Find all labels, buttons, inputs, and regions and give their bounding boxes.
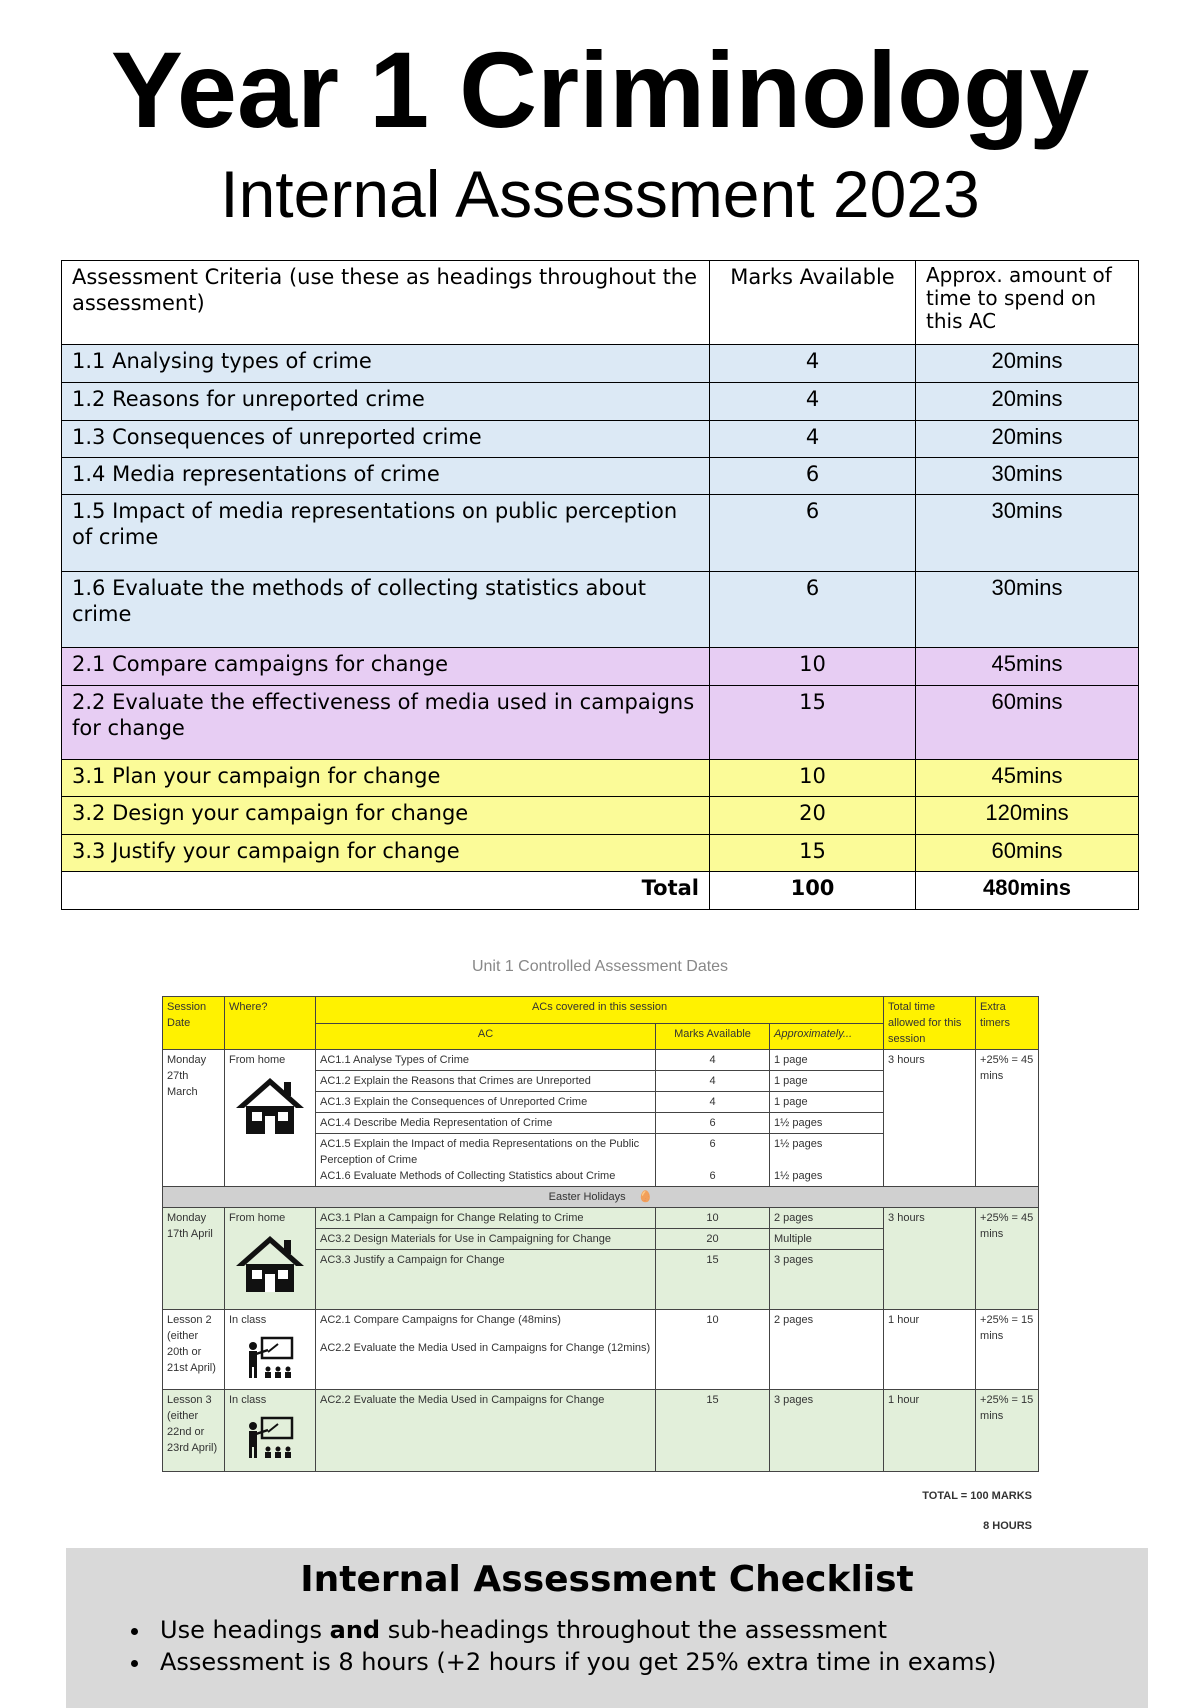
table-row: [62, 686, 1139, 760]
table-row: [163, 1390, 1039, 1472]
ac-marks: 4: [656, 1092, 770, 1113]
criteria-time: 20mins: [916, 383, 1139, 421]
table-row: [62, 760, 1139, 797]
session-date: Lesson 3 (either 22nd or 23rd April): [163, 1390, 225, 1472]
criteria-marks: 15: [710, 835, 916, 872]
criteria-marks: 10: [710, 648, 916, 686]
criteria-marks: 6: [710, 458, 916, 495]
checklist-item-text: sub-headings throughout the assessment: [380, 1616, 888, 1644]
criteria-label: 1.1 Analysing types of crime: [62, 345, 710, 383]
ac-approx: 1 page: [770, 1092, 884, 1113]
session-extra-time: +25% = 15 mins: [976, 1390, 1039, 1472]
ac-marks: 15: [656, 1250, 770, 1310]
session-location-label: From home: [229, 1212, 286, 1224]
table-row: [62, 345, 1139, 383]
checklist-item: • Assessment is 8 hours (+2 hours if you get 25% extra time in exams): [152, 1646, 1148, 1678]
ac-approx: 2 pages: [770, 1208, 884, 1229]
ac-item: AC3.2 Design Materials for Use in Campaigning for Change: [316, 1229, 656, 1250]
criteria-time: 30mins: [916, 458, 1139, 495]
ac-marks: 20: [656, 1229, 770, 1250]
total-time-header: Total time allowed for this session: [884, 997, 976, 1050]
session-extra-time: +25% = 45 mins: [976, 1050, 1039, 1187]
criteria-time: 60mins: [916, 835, 1139, 872]
ac-item: AC1.3 Explain the Consequences of Unreported Crime: [316, 1092, 656, 1113]
total-row: [62, 872, 1139, 910]
total-label: Total: [62, 872, 710, 910]
ac-marks: 15: [656, 1390, 770, 1472]
session-total-time: 3 hours: [884, 1050, 976, 1187]
criteria-marks: 10: [710, 760, 916, 797]
session-date: Monday 27th March: [163, 1050, 225, 1187]
extra-time-header: Extra timers: [976, 997, 1039, 1050]
page-title: Year 1 Criminology: [110, 29, 1090, 150]
ac-item: AC1.2 Explain the Reasons that Crimes are Unreported: [316, 1071, 656, 1092]
criteria-marks: 20: [710, 797, 916, 835]
table-row: [62, 797, 1139, 835]
holiday-text: Easter Holidays: [548, 1191, 626, 1203]
ac-approx: 3 pages: [770, 1390, 884, 1472]
table-row: [163, 1208, 1039, 1229]
session-location: [225, 1390, 316, 1472]
ac-item: AC3.1 Plan a Campaign for Change Relating to Crime: [316, 1208, 656, 1229]
table-row: [62, 495, 1139, 572]
criteria-header: Assessment Criteria (use these as headings throughout the assessment): [62, 261, 710, 345]
ac-item: AC1.1 Analyse Types of Crime: [316, 1050, 656, 1071]
ac-approx: Multiple: [770, 1229, 884, 1250]
assessment-criteria-table: [61, 260, 1139, 910]
approx-header: Approximately...: [770, 1023, 884, 1050]
session-location: [225, 1310, 316, 1390]
criteria-label: 2.2 Evaluate the effectiveness of media used in campaigns for change: [62, 686, 710, 760]
session-extra-time: +25% = 45 mins: [976, 1208, 1039, 1310]
schedule-total-marks: TOTAL = 100 MARKS: [922, 1490, 1032, 1502]
house-icon: [234, 1234, 306, 1294]
ac-marks: 4: [656, 1071, 770, 1092]
criteria-label: 2.1 Compare campaigns for change: [62, 648, 710, 686]
ac-approx: 2 pages: [770, 1310, 884, 1390]
session-location-label: In class: [229, 1394, 267, 1406]
criteria-time: 45mins: [916, 760, 1139, 797]
marks-header: Marks Available: [710, 261, 916, 345]
criteria-label: 3.3 Justify your campaign for change: [62, 835, 710, 872]
session-date: Monday 17th April: [163, 1208, 225, 1310]
marks-available-header: Marks Available: [656, 1023, 770, 1050]
table-header-row: [62, 261, 1139, 345]
ac-item: AC1.4 Describe Media Representation of Crime: [316, 1113, 656, 1134]
criteria-marks: 15: [710, 686, 916, 760]
ac-marks: 6: [656, 1113, 770, 1134]
checklist-list: [66, 1614, 1148, 1678]
criteria-time: 30mins: [916, 572, 1139, 648]
table-row: [62, 421, 1139, 458]
table-row: [62, 383, 1139, 421]
table-row: [163, 1310, 1039, 1390]
criteria-label: 1.6 Evaluate the methods of collecting statistics about crime: [62, 572, 710, 648]
house-icon: [234, 1076, 306, 1136]
checklist-title: Internal Assessment Checklist: [300, 1559, 914, 1600]
table-row: [62, 458, 1139, 495]
egg-icon: 🥚: [638, 1191, 653, 1203]
controlled-assessment-schedule-table: [162, 996, 1039, 1472]
schedule-title: Unit 1 Controlled Assessment Dates: [471, 958, 729, 975]
ac-marks: 4: [656, 1050, 770, 1071]
ac-item-text: AC2.2 Evaluate the Media Used in Campaigns for Change (12mins): [320, 1342, 651, 1354]
ac-item: [316, 1310, 656, 1390]
criteria-label: 3.2 Design your campaign for change: [62, 797, 710, 835]
criteria-marks: 4: [710, 383, 916, 421]
checklist-item-text: Use headings: [160, 1616, 330, 1644]
criteria-label: 1.2 Reasons for unreported crime: [62, 383, 710, 421]
ac-item-text: AC2.1 Compare Campaigns for Change (48mins): [320, 1314, 561, 1326]
table-row: [62, 835, 1139, 872]
table-row: [163, 1050, 1039, 1071]
ac-marks-value: 6: [709, 1170, 716, 1182]
session-location: [225, 1208, 316, 1310]
criteria-label: 3.1 Plan your campaign for change: [62, 760, 710, 797]
ac-header: AC: [316, 1023, 656, 1050]
session-location: [225, 1050, 316, 1187]
acs-covered-header: ACs covered in this session: [316, 997, 884, 1024]
ac-marks-value: 6: [709, 1138, 716, 1150]
criteria-time: 20mins: [916, 421, 1139, 458]
table-row: [62, 572, 1139, 648]
ac-item: [316, 1134, 656, 1187]
ac-marks: 10: [656, 1310, 770, 1390]
criteria-marks: 6: [710, 572, 916, 648]
session-total-time: 1 hour: [884, 1390, 976, 1472]
total-time: 480mins: [916, 872, 1139, 910]
ac-item-text: AC1.5 Explain the Impact of media Representations on the Public Perception of Crime: [320, 1138, 640, 1166]
table-row: [62, 648, 1139, 686]
ac-approx-value: 1½ pages: [774, 1170, 823, 1182]
ac-marks: [656, 1134, 770, 1187]
session-total-time: 1 hour: [884, 1310, 976, 1390]
criteria-time: 30mins: [916, 495, 1139, 572]
criteria-time: 60mins: [916, 686, 1139, 760]
time-header: Approx. amount of time to spend on this AC: [916, 261, 1139, 345]
criteria-label: 1.4 Media representations of crime: [62, 458, 710, 495]
criteria-marks: 4: [710, 345, 916, 383]
criteria-marks: 6: [710, 495, 916, 572]
session-extra-time: +25% = 15 mins: [976, 1310, 1039, 1390]
checklist-box: [66, 1548, 1148, 1708]
session-total-time: 3 hours: [884, 1208, 976, 1310]
schedule-total-hours: 8 HOURS: [983, 1520, 1032, 1532]
teacher-icon: [244, 1416, 296, 1460]
ac-approx: 1½ pages: [770, 1113, 884, 1134]
ac-approx: 3 pages: [770, 1250, 884, 1310]
session-location-label: From home: [229, 1054, 286, 1066]
holiday-label: [163, 1187, 1039, 1208]
checklist-item: [152, 1614, 1148, 1646]
page-subtitle: Internal Assessment 2023: [220, 157, 980, 231]
ac-item: AC3.3 Justify a Campaign for Change: [316, 1250, 656, 1310]
criteria-time: 45mins: [916, 648, 1139, 686]
ac-approx: [770, 1134, 884, 1187]
criteria-marks: 4: [710, 421, 916, 458]
session-date: Lesson 2 (either 20th or 21st April): [163, 1310, 225, 1390]
holiday-row: [163, 1187, 1039, 1208]
checklist-item-emphasis: and: [329, 1616, 381, 1644]
criteria-time: 120mins: [916, 797, 1139, 835]
criteria-label: 1.5 Impact of media representations on public perception of crime: [62, 495, 710, 572]
session-location-label: In class: [229, 1314, 267, 1326]
criteria-time: 20mins: [916, 345, 1139, 383]
schedule-header-row: [163, 997, 1039, 1024]
ac-marks: 10: [656, 1208, 770, 1229]
ac-approx: 1 page: [770, 1050, 884, 1071]
where-header: Where?: [225, 997, 316, 1050]
session-date-header: Session Date: [163, 997, 225, 1050]
teacher-icon: [244, 1336, 296, 1380]
ac-item-text: AC1.6 Evaluate Methods of Collecting Statistics about Crime: [320, 1170, 616, 1182]
ac-approx: 1 page: [770, 1071, 884, 1092]
criteria-label: 1.3 Consequences of unreported crime: [62, 421, 710, 458]
ac-item: AC2.2 Evaluate the Media Used in Campaigns for Change: [316, 1390, 656, 1472]
ac-approx-value: 1½ pages: [774, 1138, 823, 1150]
total-marks: 100: [710, 872, 916, 910]
